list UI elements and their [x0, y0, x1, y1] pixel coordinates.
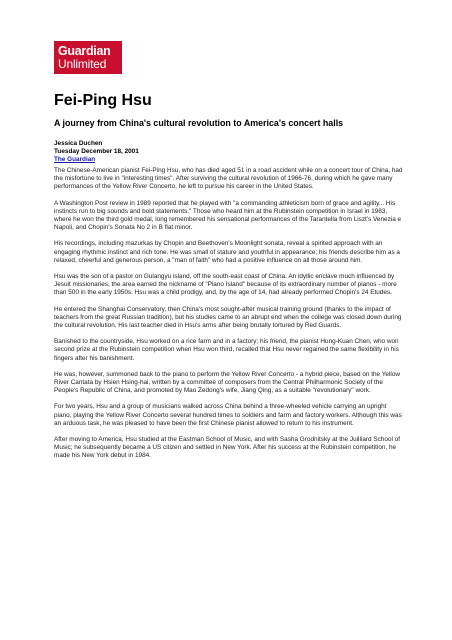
article-paragraph: Hsu was the son of a pastor on Gulangyu island, off the south-east coast of China. An idyllic enclave much influenced by Jesuit missionaries, the area earned the nickname of "Piano Island" because of its extraordinary number of pianos - more than 500 in the early 1950s. Hsu was a child prodigy, and, by the age of 14, had already performed Chopin's 24 Etudes.: [54, 273, 397, 297]
article-paragraph: His recordings, including mazurkas by Chopin and Beethoven's Moonlight sonata, reveal a spirited approach with an engaging rhythmic instinct and rich tone. He was small of stature and youthful in appearance; his friends describe him as a relaxed, cheerful and generous person, a "man of faith" who had a positive influence on all those around him.: [54, 240, 400, 264]
author-name: Jessica Duchen: [54, 140, 103, 147]
article-body: [54, 167, 404, 469]
guardian-unlimited-logo[interactable]: [54, 41, 122, 74]
article-paragraph: A Washington Post review in 1989 reported that he played with "a commanding athleticism born of grace and agility... His instincts run to big sounds and bold statements." Those who heard him at the Rubinstein competition in Israel in 1983, where he won the third gold medal, long remembered his sensational performances of the Tarantella from Liszt's Venezia e Napoli, and Chopin's Sonata No 2 in B flat minor.: [54, 199, 402, 232]
article-paragraph: For two years, Hsu and a group of musicians walked across China behind a three-wheeled vehicle carrying an upright piano, playing the Yellow River Concerto several hundred times to soldiers and farm and factory workers. Although this was an arduous task, he was pleased to have been the first Chinese pianist allowed to return to his instrument.: [54, 403, 402, 427]
logo-line-2: Unlimited: [58, 56, 107, 71]
article-paragraph: Banished to the countryside, Hsu worked on a rice farm and in a factory; his friend, the pianist Hung-Kuan Chen, who won second prize at the Rubinstein competition when Hsu won third, recalled that Hsu never regained the same flexibility in his fingers after his banishment.: [54, 338, 399, 362]
article-paragraph: He was, however, summoned back to the piano to perform the Yellow River Concerto - a hybrid piece, based on the Yellow River Cantata by Hsien Hsing-hai, written by a committee of composers from the Central Philharmonic Society of the People's Republic of China, and promoted by Mao Zedong's wife, Jiang Qing, as a suitable "revolutionary" work.: [54, 370, 400, 395]
source-link[interactable]: The Guardian: [54, 156, 96, 164]
article-paragraph: After moving to America, Hsu studied at the Eastman School of Music, and with Sasha Grodnitsky at the Juilliard School of Music; he subsequently became a US citizen and settled in New York. After his success at the Rubinstein competition, he made his New York debut in 1984.: [54, 436, 400, 460]
article-subtitle: A journey from China's cultural revolution to America's concert halls: [54, 118, 344, 128]
article-paragraph: He entered the Shanghai Conservatory, then China's most sought-after musical training ground (thanks to the impact of teachers from the great Russian tradition), but his studies came to an abrupt end when the college was closed down during the cultural revolution. His last teacher died in Hsu's arms after being brutally tortured by Red Guards.: [54, 305, 402, 330]
publish-date: Tuesday December 18, 2001: [54, 148, 139, 156]
article-paragraph: The Chinese-American pianist Fei-Ping Hsu, who has died aged 51 in a road accident while on a concert tour of China, had the misfortune to live in "interesting times". After surviving the cultural revolution of 1966-76, during which he gave many performances of the Yellow River Concerto, he left to pursue his career in the United States.: [54, 167, 403, 191]
logo-line-1: Guardian: [58, 43, 111, 58]
article-title: Fei-Ping Hsu: [54, 92, 152, 109]
article-byline: [54, 140, 139, 165]
